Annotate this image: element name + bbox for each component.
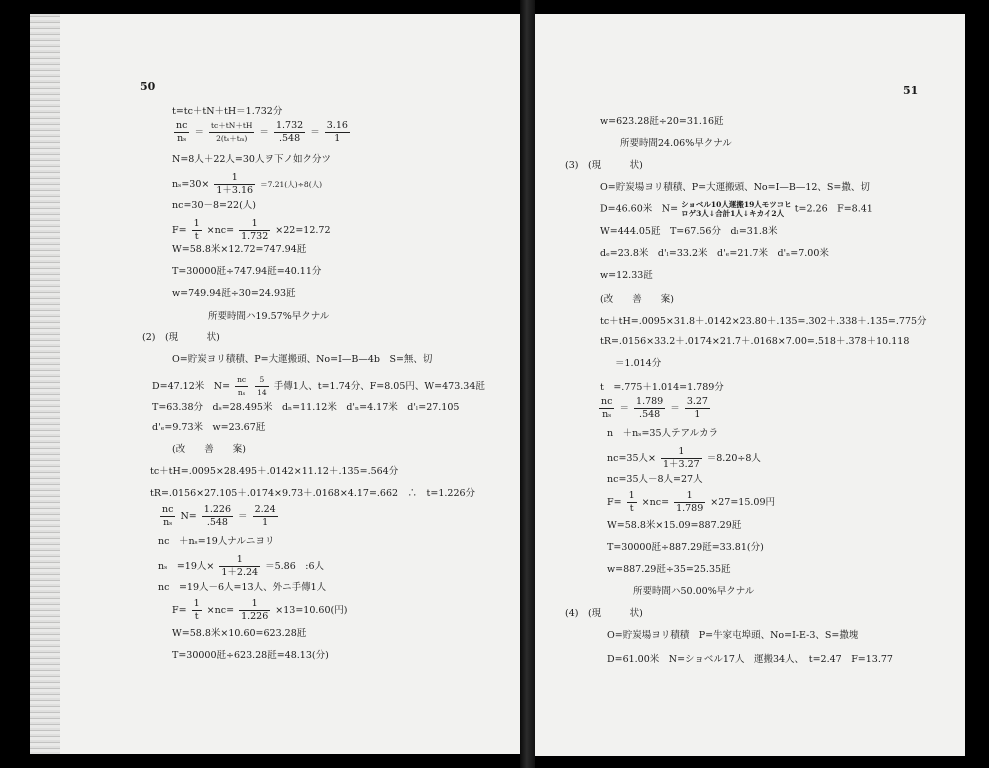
fraction: $\frac{1.789}{.548}$ — [636, 396, 664, 420]
section-heading: (3) (現 状) — [565, 160, 643, 171]
fraction: $\frac{1}{1+3.16}$ — [216, 172, 254, 196]
text-line: n ＋nₛ=35人テアルカラ — [607, 428, 719, 439]
text-line: dₑ=23.8米 d'ₗ=33.2米 d'ₑ=21.7米 d'ₙ=7.00米 — [600, 248, 829, 259]
text-line: nc=30－8=22(人) — [172, 200, 256, 211]
fraction: $\frac{1.732}{.548}$ — [275, 120, 304, 144]
text-line: t =.775＋1.014=1.789分 — [600, 382, 724, 393]
text-line: 所要時間ハ19.57%早クナル — [208, 311, 330, 322]
text-line: tc＋tH=.0095×28.495＋.0142×11.12＋.135=.564分 — [150, 466, 399, 477]
fraction: $\frac{1.226}{.548}$ — [203, 504, 231, 528]
text-line: T=30000瓩÷623.28瓩=48.13(分) — [172, 650, 329, 661]
fraction: $\frac{nc}{\text{nₛ}}$ — [601, 396, 613, 420]
fraction: $\frac{3.27}{1}$ — [686, 396, 708, 420]
fraction: $\frac{1}{t}$ — [193, 598, 200, 622]
fraction: $\frac{nc}{\text{nₛ}}$ — [162, 504, 174, 528]
fraction: $\frac{nc}{\text{nₛ}}$ — [176, 120, 188, 144]
fraction: $\frac{1}{t}$ — [628, 490, 635, 514]
fraction: $\frac{1}{1.732}$ — [241, 218, 269, 242]
section-heading: (改 善 案) — [600, 294, 674, 305]
section-heading: (改 善 案) — [172, 444, 246, 455]
text-line: 所要時間24.06%早クナル — [620, 138, 732, 149]
text-line: T=30000瓩÷747.94瓩=40.11分 — [172, 266, 322, 277]
text-line: D=61.00米 N=ショベル17人 運搬34人、 t=2.47 F=13.77 — [607, 654, 893, 665]
formula-line: nc=35人× $\frac{1}{1+3.27}$ ＝8.20÷8人 — [607, 446, 761, 470]
fraction: $\frac{nc}{\text{nₛ}}$ — [237, 375, 247, 397]
fraction: $\frac{1}{1+3.27}$ — [662, 446, 700, 470]
text-line: w=623.28瓩÷20=31.16瓩 — [600, 116, 724, 127]
text-line: nc =19人－6人=13人、外ニ手傳1人 — [158, 582, 327, 593]
text-line: w=749.94瓩÷30=24.93瓩 — [172, 288, 296, 299]
text-line: W=58.8米×15.09=887.29瓩 — [607, 520, 742, 531]
page-number: 51 — [903, 84, 919, 97]
left-page — [30, 14, 520, 754]
text-line: tR=.0156×27.105＋.0174×9.73＋.0168×4.17=.662 ∴ t=1.226分 — [150, 488, 476, 499]
fraction: $\frac{1}{t}$ — [193, 218, 200, 242]
fraction: $\frac{1}{1.789}$ — [676, 490, 704, 514]
text-line: 所要時間ハ50.00%早クナル — [633, 586, 755, 597]
text-line: T=63.38分 dₛ=28.495米 dₙ=11.12米 d'ₙ=4.17米 d'ₗ=27.105 — [152, 402, 460, 413]
text-line: O=貯炭場ヨリ積積、P=大運搬頭、No=I—B—12、S=撒、切 — [600, 182, 870, 193]
page-edge — [30, 14, 60, 754]
text-line: W=58.8米×10.60=623.28瓩 — [172, 628, 307, 639]
formula-line: D=47.12米 N= $\frac{nc}{\text{nₛ}}$ $\frac{5}{14}$ 手傳1人、t=1.74分、F=8.05円、W=473.34瓩 — [152, 375, 485, 397]
fraction: $\frac{1}{1+2.24}$ — [221, 554, 259, 578]
fraction: $\frac{5}{14}$ — [257, 375, 267, 397]
text-line: W=58.8米×12.72=747.94瓩 — [172, 244, 307, 255]
formula-line: D=46.60米 N= ショベル10人運搬19人モツコヒ ロゲ3人↓合計1人↓キカイ2人 t=2.26 F=8.41 — [600, 200, 873, 218]
formula-line: $\frac{nc}{\text{nₛ}}$ N= $\frac{1.226}{.548}$ ＝ $\frac{2.24}{1}$ — [162, 504, 276, 528]
text-line: O=貯炭場ヨリ積積 P=牛家屯埠頭、No=I-E-3、S=撒塊 — [607, 630, 859, 641]
text-line: nc ＋nₛ=19人ナルニヨリ — [158, 536, 275, 547]
fraction: $\frac{3.16}{1}$ — [326, 120, 348, 144]
text-line: t=tc＋tN＋tH＝1.732分 — [172, 106, 283, 117]
text-line: w=887.29瓩÷35=25.35瓩 — [607, 564, 731, 575]
formula-line: F= $\frac{1}{t}$ ×nc= $\frac{1}{1.789}$ ×27=15.09円 — [607, 490, 776, 514]
text-line: N=8人＋22人=30人ヲ下ノ如ク分ツ — [172, 154, 331, 165]
section-heading: (4) (現 状) — [565, 608, 643, 619]
right-page — [535, 14, 965, 756]
section-heading: (2) (現 状) — [142, 332, 220, 343]
text-line: W=444.05瓩 T=67.56分 dₗ=31.8米 — [600, 226, 778, 237]
book-gutter — [520, 0, 535, 768]
text-line: tc＋tH=.0095×31.8＋.0142×23.80＋.135=.302＋.338＋.135=.775分 — [600, 316, 927, 327]
text-line: d'ₑ=9.73米 w=23.67瓩 — [152, 422, 266, 433]
formula-line: $\frac{nc}{\text{nₛ}}$ ＝ $\frac{tc+tN+tH}{\text{2(tₛ＋tₘ)}}$ ＝ $\frac{1.732}{.548}$ ＝ $\frac{3.16}{1}$ — [176, 120, 348, 144]
formula-line: $\frac{nc}{\text{nₛ}}$ ＝ $\frac{1.789}{.548}$ ＝ $\frac{3.27}{1}$ — [601, 396, 708, 420]
text-line: O=貯炭ヨリ積積、P=大運搬頭、No=I—B—4b S=無、切 — [172, 354, 433, 365]
text-line: T=30000瓩÷887.29瓩=33.81(分) — [607, 542, 764, 553]
fraction: $\frac{2.24}{1}$ — [254, 504, 276, 528]
formula-line: F= $\frac{1}{t}$ ×nc= $\frac{1}{1.226}$ ×13=10.60(円) — [172, 598, 348, 622]
page-number: 50 — [140, 80, 156, 93]
text-line: nc=35人－8人=27人 — [607, 474, 703, 485]
text-line: w=12.33瓩 — [600, 270, 653, 281]
fraction: $\frac{1}{1.226}$ — [241, 598, 269, 622]
text-line: ＝1.014分 — [615, 358, 662, 369]
formula-line: nₛ=30× $\frac{1}{1+3.16}$ ＝7.21(人)÷8(人) — [172, 172, 323, 196]
formula-line: F= $\frac{1}{t}$ ×nc= $\frac{1}{1.732}$ ×22=12.72 — [172, 218, 331, 242]
text-line: tR=.0156×33.2＋.0174×21.7＋.0168×7.00=.518＋.378＋10.118 — [600, 336, 910, 347]
fraction: $\frac{tc+tN+tH}{\text{2(tₛ＋tₘ)}}$ — [211, 121, 253, 143]
formula-line: nₛ =19人× $\frac{1}{1+2.24}$ ＝5.86 :6人 — [158, 554, 324, 578]
